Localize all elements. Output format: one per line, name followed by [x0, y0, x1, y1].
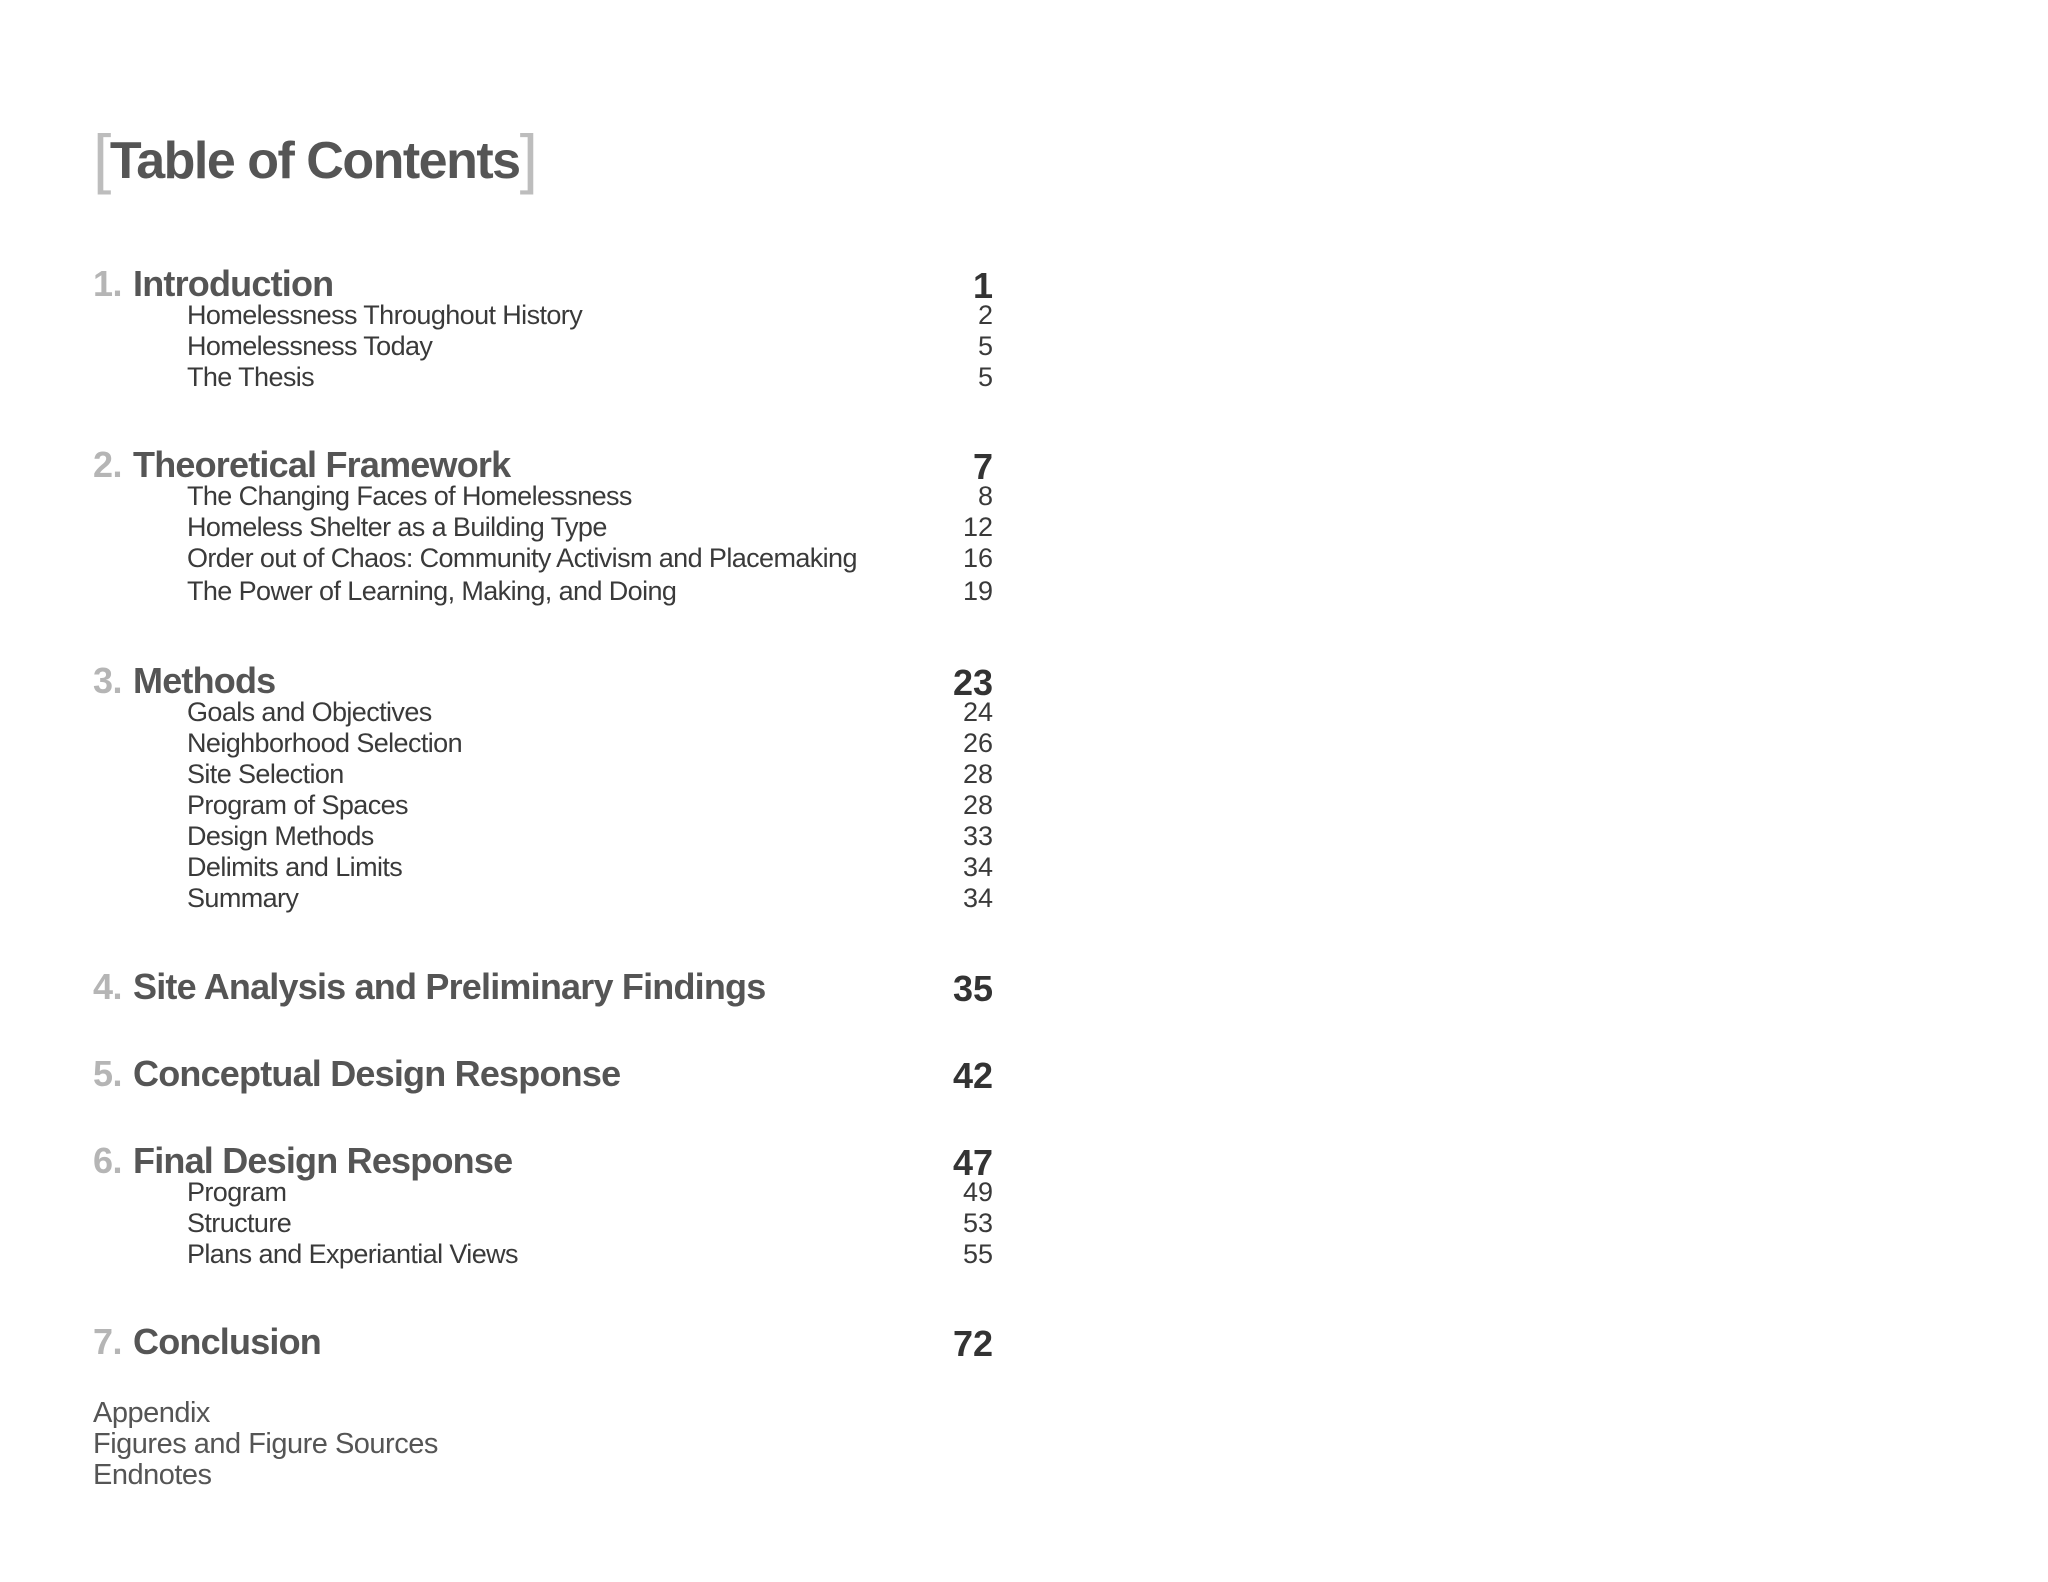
- section-page-number: 23: [952, 662, 993, 703]
- subsection-title: Program: [187, 1177, 287, 1207]
- subsection-page-number: 5: [977, 362, 993, 392]
- subsection-page-number: 26: [962, 728, 993, 758]
- subsection-title: Neighborhood Selection: [187, 728, 463, 758]
- section-title: Conclusion: [133, 1321, 321, 1362]
- toc-section-1[interactable]: [93, 264, 993, 304]
- subsection-title: Homelessness Today: [187, 331, 433, 361]
- back-matter-item[interactable]: Figures and Figure Sources: [93, 1428, 438, 1460]
- title-open-bracket: [: [93, 120, 110, 195]
- back-matter-item[interactable]: Endnotes: [93, 1459, 212, 1491]
- section-number: 4.: [93, 966, 123, 1007]
- toc-subsection[interactable]: [187, 481, 993, 512]
- subsection-title: Homelessness Throughout History: [187, 300, 583, 330]
- subsection-page-number: 2: [977, 300, 993, 330]
- section-title: Final Design Response: [133, 1140, 513, 1181]
- section-title: Methods: [133, 660, 276, 701]
- toc-section-4[interactable]: [93, 967, 993, 1007]
- subsection-page-number: 53: [962, 1208, 993, 1238]
- section-number: 5.: [93, 1053, 123, 1094]
- back-matter-item[interactable]: Appendix: [93, 1397, 210, 1429]
- subsection-title: The Power of Learning, Making, and Doing: [187, 576, 677, 606]
- subsection-page-number: 24: [962, 697, 993, 727]
- toc-subsection[interactable]: [187, 331, 993, 362]
- toc-subsection[interactable]: [187, 790, 993, 821]
- section-number: 3.: [93, 660, 123, 701]
- section-title: Introduction: [133, 263, 334, 304]
- section-number: 1.: [93, 263, 123, 304]
- subsection-title: Structure: [187, 1208, 292, 1238]
- section-page-number: 7: [972, 446, 993, 487]
- title-text: Table of Contents: [109, 131, 520, 190]
- subsection-title: The Changing Faces of Homelessness: [187, 481, 632, 511]
- toc-subsection[interactable]: [187, 852, 993, 883]
- section-number: 7.: [93, 1321, 123, 1362]
- toc-subsection[interactable]: [187, 1177, 993, 1208]
- toc-section-6[interactable]: [93, 1141, 993, 1181]
- title-close-bracket: ]: [519, 120, 537, 195]
- subsection-title: Delimits and Limits: [187, 852, 403, 882]
- toc-section-3[interactable]: [93, 661, 993, 701]
- page-title: [93, 120, 537, 196]
- toc-subsection[interactable]: [187, 543, 993, 574]
- subsection-title: Goals and Objectives: [187, 697, 432, 727]
- section-title: Theoretical Framework: [133, 444, 511, 485]
- toc-subsection[interactable]: [187, 362, 993, 393]
- subsection-page-number: 34: [962, 883, 993, 913]
- toc-subsection[interactable]: [187, 728, 993, 759]
- subsection-page-number: 34: [962, 852, 993, 882]
- toc-section-2[interactable]: [93, 445, 993, 485]
- section-number: 6.: [93, 1140, 123, 1181]
- toc-section-7[interactable]: [93, 1322, 993, 1362]
- toc-subsection[interactable]: [187, 512, 993, 543]
- toc-subsection[interactable]: [187, 821, 993, 852]
- section-title: Site Analysis and Preliminary Findings: [133, 966, 766, 1007]
- toc-subsection[interactable]: [187, 883, 993, 914]
- section-page-number: 47: [952, 1142, 993, 1183]
- toc-section-5[interactable]: [93, 1054, 993, 1094]
- section-page-number: 35: [952, 968, 993, 1009]
- section-page-number: 1: [972, 265, 993, 306]
- section-number: 2.: [93, 444, 123, 485]
- subsection-page-number: 49: [962, 1177, 993, 1207]
- toc-subsection[interactable]: [187, 697, 993, 728]
- subsection-title: Plans and Experiantial Views: [187, 1239, 518, 1269]
- toc-subsection[interactable]: [187, 759, 993, 790]
- subsection-title: Homeless Shelter as a Building Type: [187, 512, 607, 542]
- section-page-number: 72: [952, 1323, 993, 1364]
- subsection-page-number: 5: [977, 331, 993, 361]
- subsection-page-number: 16: [962, 543, 993, 573]
- subsection-title: Design Methods: [187, 821, 374, 851]
- toc-subsection[interactable]: [187, 300, 993, 331]
- subsection-page-number: 28: [962, 790, 993, 820]
- subsection-title: Order out of Chaos: Community Activism and Placemaking: [187, 543, 857, 573]
- subsection-page-number: 12: [962, 512, 993, 542]
- subsection-title: The Thesis: [187, 362, 315, 392]
- section-page-number: 42: [952, 1055, 993, 1096]
- toc-subsection[interactable]: [187, 1208, 993, 1239]
- subsection-title: Program of Spaces: [187, 790, 408, 820]
- subsection-title: Summary: [187, 883, 299, 913]
- toc-subsection[interactable]: [187, 1239, 993, 1270]
- section-title: Conceptual Design Response: [133, 1053, 621, 1094]
- subsection-page-number: 55: [962, 1239, 993, 1269]
- subsection-page-number: 19: [962, 576, 993, 606]
- subsection-title: Site Selection: [187, 759, 344, 789]
- subsection-page-number: 33: [962, 821, 993, 851]
- subsection-page-number: 28: [962, 759, 993, 789]
- toc-subsection[interactable]: [187, 576, 993, 607]
- subsection-page-number: 8: [977, 481, 993, 511]
